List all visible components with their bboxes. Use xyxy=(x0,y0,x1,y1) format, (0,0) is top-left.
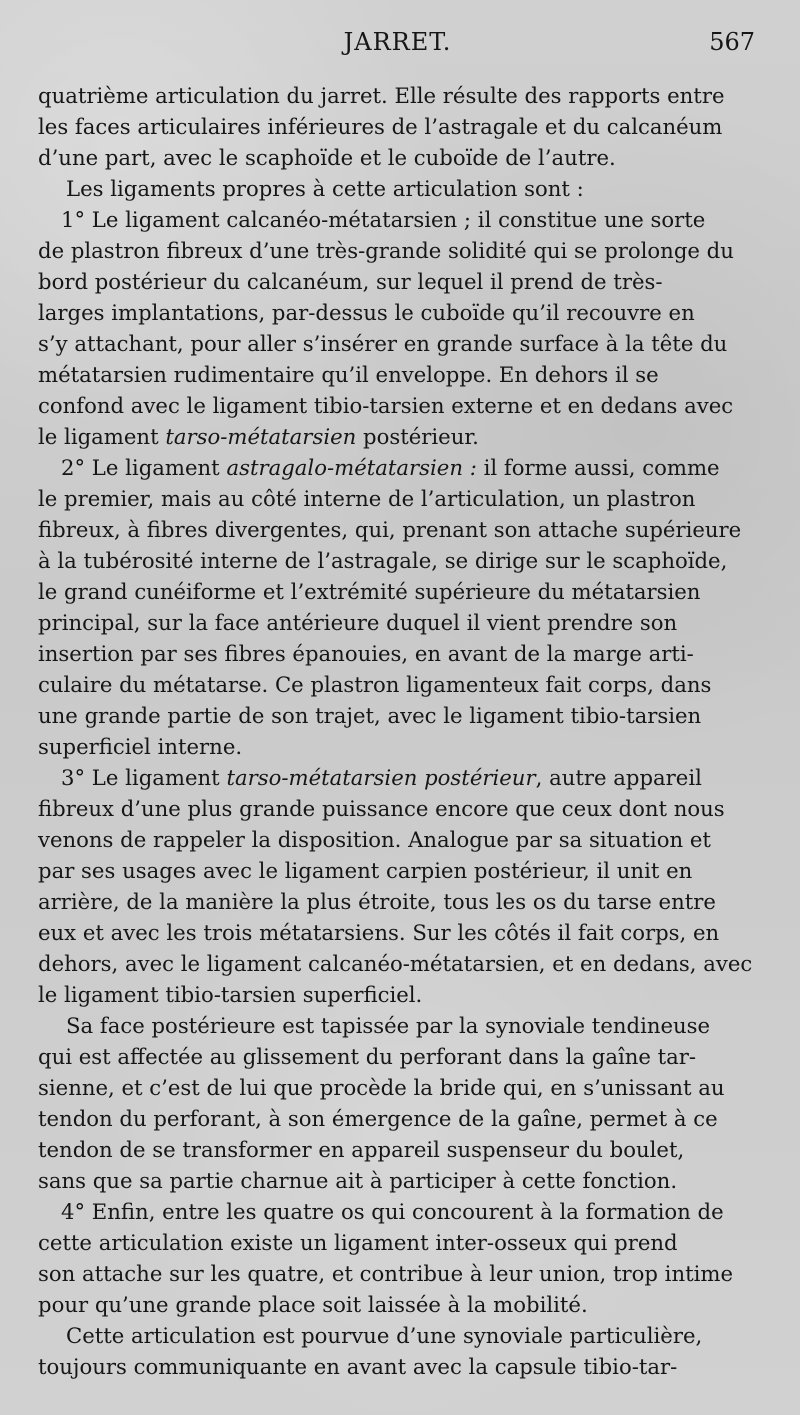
text-segment: culaire du métatarse. Ce plastron ligamenteux fait corps, dans xyxy=(38,672,712,697)
text-segment: qui est affectée au glissement du perforant dans la gaîne tar- xyxy=(38,1044,697,1069)
text-line xyxy=(38,1165,763,1196)
text-segment: 3° Le ligament xyxy=(61,765,227,790)
text-line xyxy=(38,1227,763,1258)
page-number: 567 xyxy=(709,28,755,56)
italic-text-segment: astragalo-métatarsien : xyxy=(226,455,477,480)
text-line xyxy=(38,483,763,514)
text-line xyxy=(38,80,763,111)
text-line xyxy=(38,1289,763,1320)
text-segment: Sa face postérieure est tapissée par la synoviale tendineuse xyxy=(66,1013,711,1038)
text-segment: les faces articulaires inférieures de l’astragale et du calcanéum xyxy=(38,114,723,139)
text-line xyxy=(38,762,763,793)
text-line xyxy=(38,886,763,917)
text-line xyxy=(38,1010,763,1041)
text-segment: le ligament tibio-tarsien superficiel. xyxy=(38,982,423,1007)
text-line xyxy=(38,452,763,483)
text-line xyxy=(38,1258,763,1289)
text-segment: s’y attachant, pour aller s’insérer en grande surface à la tête du xyxy=(38,331,728,356)
text-line xyxy=(38,979,763,1010)
text-segment: 4° Enfin, entre les quatre os qui concourent à la formation de xyxy=(61,1199,724,1224)
text-segment: le ligament xyxy=(38,424,166,449)
text-line xyxy=(38,917,763,948)
text-line xyxy=(38,1134,763,1165)
text-segment: eux et avec les trois métatarsiens. Sur les côtés il fait corps, en xyxy=(38,920,720,945)
text-line xyxy=(38,514,763,545)
text-line xyxy=(38,421,763,452)
text-segment: , autre appareil xyxy=(535,765,702,790)
text-line xyxy=(38,297,763,328)
text-segment: arrière, de la manière la plus étroite, tous les os du tarse entre xyxy=(38,889,716,914)
text-segment: Cette articulation est pourvue d’une synoviale particulière, xyxy=(66,1323,703,1348)
text-line xyxy=(38,1103,763,1134)
text-line xyxy=(38,266,763,297)
text-line xyxy=(38,1041,763,1072)
text-segment: sienne, et c’est de lui que procède la bride qui, en s’unissant au xyxy=(38,1075,725,1100)
text-line xyxy=(38,731,763,762)
text-line xyxy=(38,855,763,886)
text-line xyxy=(38,948,763,979)
text-segment: son attache sur les quatre, et contribue à leur union, trop intime xyxy=(38,1261,734,1286)
text-segment: il forme aussi, comme xyxy=(476,455,720,480)
text-line xyxy=(38,545,763,576)
text-segment: d’une part, avec le scaphoïde et le cuboïde de l’autre. xyxy=(38,145,616,170)
text-segment: cette articulation existe un ligament inter-osseux qui prend xyxy=(38,1230,678,1255)
text-segment: le grand cunéiforme et l’extrémité supérieure du métatarsien xyxy=(38,579,701,604)
text-segment: de plastron fibreux d’une très-grande solidité qui se prolonge du xyxy=(38,238,734,263)
text-line xyxy=(38,824,763,855)
text-line xyxy=(38,204,763,235)
text-segment: une grande partie de son trajet, avec le ligament tibio-tarsien xyxy=(38,703,702,728)
italic-text-segment: tarso-métatarsien xyxy=(165,424,357,449)
text-line xyxy=(38,1351,763,1382)
text-line xyxy=(38,1072,763,1103)
text-line xyxy=(38,142,763,173)
text-line xyxy=(38,111,763,142)
text-line xyxy=(38,173,763,204)
text-segment: fibreux d’une plus grande puissance encore que ceux dont nous xyxy=(38,796,725,821)
text-segment: le premier, mais au côté interne de l’articulation, un plastron xyxy=(38,486,696,511)
text-segment: à la tubérosité interne de l’astragale, se dirige sur le scaphoïde, xyxy=(38,548,728,573)
italic-text-segment: tarso-métatarsien postérieur xyxy=(226,765,536,790)
text-segment: 2° Le ligament xyxy=(61,455,227,480)
text-segment: dehors, avec le ligament calcanéo-métatarsien, et en dedans, avec xyxy=(38,951,753,976)
text-segment: par ses usages avec le ligament carpien postérieur, il unit en xyxy=(38,858,693,883)
text-body xyxy=(38,80,763,1382)
text-line xyxy=(38,669,763,700)
text-line xyxy=(38,235,763,266)
running-head: JARRET. xyxy=(343,28,452,56)
text-line xyxy=(38,576,763,607)
text-segment: confond avec le ligament tibio-tarsien externe et en dedans avec xyxy=(38,393,734,418)
text-segment: quatrième articulation du jarret. Elle résulte des rapports entre xyxy=(38,83,725,108)
text-segment: pour qu’une grande place soit laissée à la mobilité. xyxy=(38,1292,588,1317)
text-segment: tendon du perforant, à son émergence de la gaîne, permet à ce xyxy=(38,1106,718,1131)
text-segment: métatarsien rudimentaire qu’il enveloppe. En dehors il se xyxy=(38,362,659,387)
text-segment: insertion par ses fibres épanouies, en avant de la marge arti- xyxy=(38,641,694,666)
text-line xyxy=(38,1196,763,1227)
text-line xyxy=(38,607,763,638)
text-segment: tendon de se transformer en appareil suspenseur du boulet, xyxy=(38,1137,685,1162)
text-segment: superficiel interne. xyxy=(38,734,243,759)
text-segment: bord postérieur du calcanéum, sur lequel il prend de très- xyxy=(38,269,663,294)
text-segment: postérieur. xyxy=(356,424,479,449)
text-segment: Les ligaments propres à cette articulation sont : xyxy=(66,176,584,201)
text-line xyxy=(38,700,763,731)
text-segment: principal, sur la face antérieure duquel il vient prendre son xyxy=(38,610,678,635)
text-line xyxy=(38,390,763,421)
text-line xyxy=(38,638,763,669)
text-line xyxy=(38,1320,763,1351)
text-segment: venons de rappeler la disposition. Analogue par sa situation et xyxy=(38,827,711,852)
page-header xyxy=(40,28,755,60)
text-segment: larges implantations, par-dessus le cuboïde qu’il recouvre en xyxy=(38,300,695,325)
text-line xyxy=(38,328,763,359)
text-segment: fibreux, à fibres divergentes, qui, prenant son attache supérieure xyxy=(38,517,742,542)
text-segment: 1° Le ligament calcanéo-métatarsien ; il constitue une sorte xyxy=(61,207,706,232)
text-segment: sans que sa partie charnue ait à participer à cette fonction. xyxy=(38,1168,678,1193)
text-segment: toujours communiquante en avant avec la capsule tibio-tar- xyxy=(38,1354,678,1379)
text-line xyxy=(38,359,763,390)
text-line xyxy=(38,793,763,824)
